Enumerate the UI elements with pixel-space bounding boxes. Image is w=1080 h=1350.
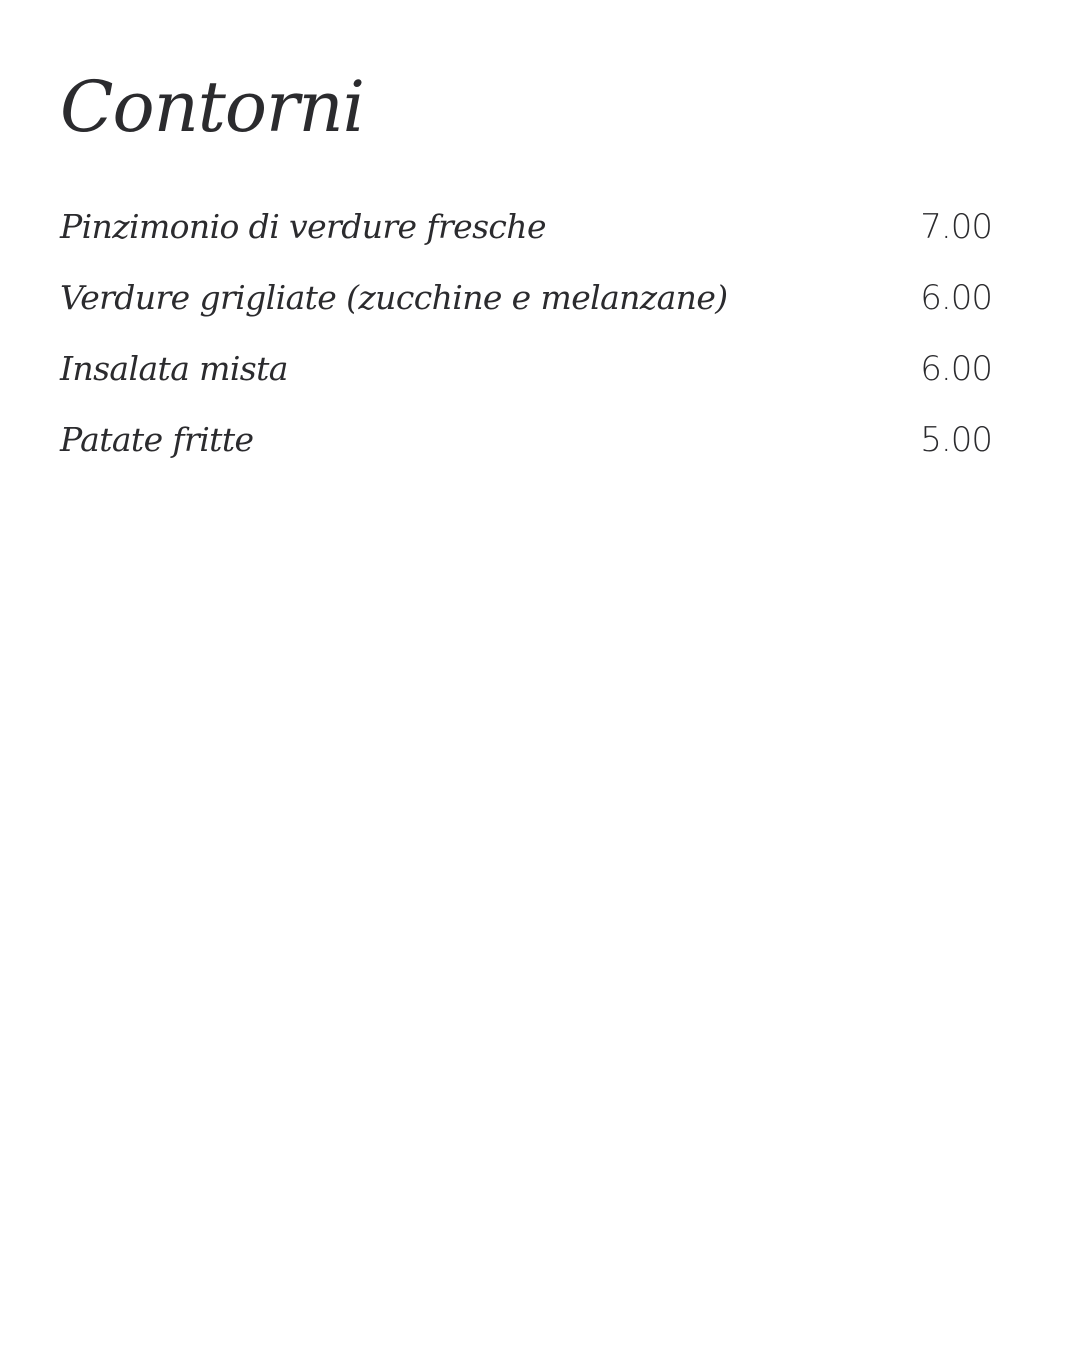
menu-item-name: Patate fritte xyxy=(60,420,254,459)
menu-item-name: Pinzimonio di verdure fresche xyxy=(60,207,546,246)
menu-item-name: Insalata mista xyxy=(60,349,288,388)
menu-item-price: 6.00 xyxy=(920,349,992,389)
menu-item-price: 5.00 xyxy=(920,420,992,460)
section-title: Contorni xyxy=(60,66,364,148)
menu-item xyxy=(60,410,992,481)
menu-item-price: 6.00 xyxy=(920,278,992,318)
menu-item xyxy=(60,268,992,339)
menu-list xyxy=(60,197,992,481)
menu-item-name: Verdure grigliate (zucchine e melanzane) xyxy=(60,278,728,317)
menu-item xyxy=(60,339,992,410)
menu-item-price: 7.00 xyxy=(920,207,992,247)
menu-item xyxy=(60,197,992,268)
